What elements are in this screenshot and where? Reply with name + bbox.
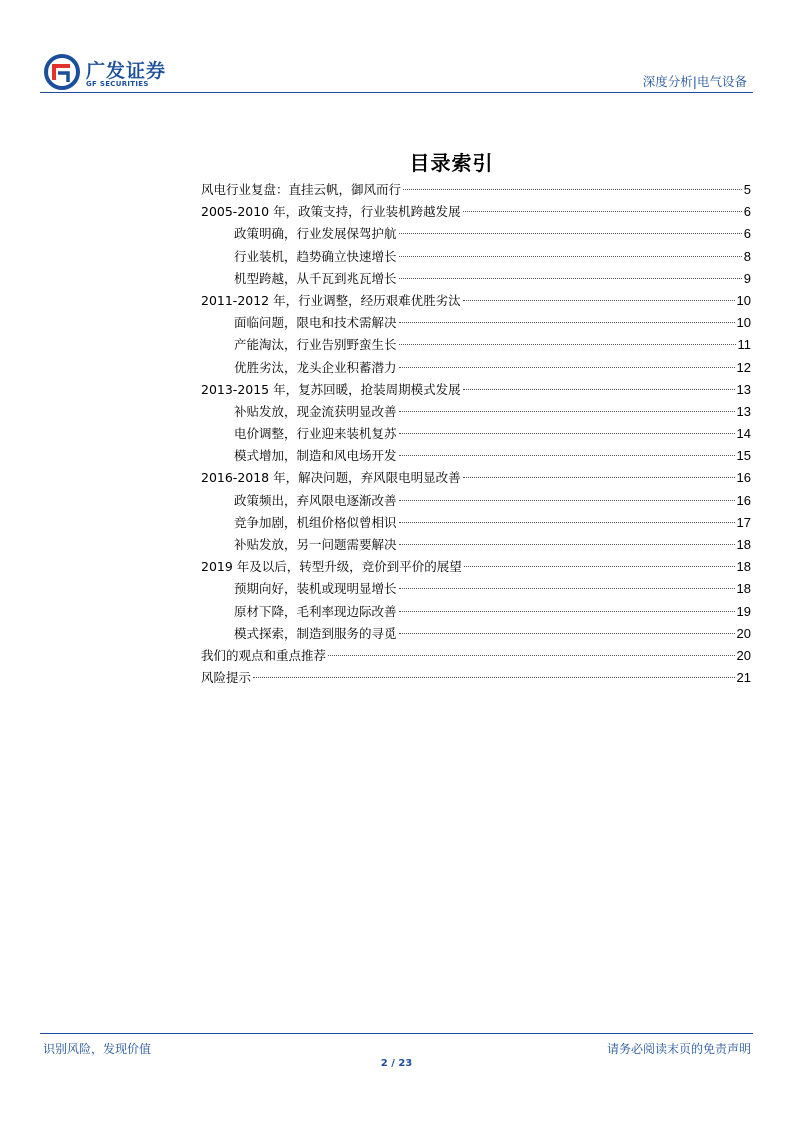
toc-entry-page: 12	[736, 359, 751, 375]
toc-entry[interactable]	[201, 401, 751, 423]
toc-entry[interactable]	[201, 423, 751, 445]
toc-entry[interactable]	[201, 467, 751, 489]
toc-leader-dots	[328, 655, 735, 656]
toc-leader-dots	[463, 477, 735, 478]
toc-entry-page: 18	[736, 537, 751, 552]
toc-entry-label: 2013-2015 年，复苏回暖，抢装周期模式发展	[201, 381, 461, 397]
toc-entry-page: 17	[736, 514, 751, 530]
toc-entry-page: 10	[736, 292, 751, 308]
toc-entry[interactable]	[201, 534, 751, 556]
toc-entry-label: 我们的观点和重点推荐	[201, 647, 327, 663]
toc-leader-dots	[399, 344, 736, 345]
toc-leader-dots	[399, 544, 735, 545]
toc-leader-dots	[399, 256, 742, 257]
toc-entry-label: 预期向好，装机或现明显增长	[234, 581, 397, 597]
toc-entry-label: 风电行业复盘：直挂云帆，御风而行	[201, 182, 402, 197]
toc-entry-page: 13	[736, 403, 751, 419]
toc-leader-dots	[463, 300, 735, 301]
toc-entry-page: 5	[743, 182, 751, 197]
toc-entry-page: 14	[736, 426, 751, 442]
gf-securities-logo-icon	[44, 54, 80, 90]
toc-entry-label: 行业装机，趋势确立快速增长	[234, 248, 397, 264]
toc-entry-page: 16	[736, 492, 751, 508]
toc-entry[interactable]	[201, 246, 751, 268]
toc-entry-label: 政策频出，弃风限电逐渐改善	[234, 492, 397, 508]
toc-leader-dots	[399, 367, 735, 368]
footer-divider	[40, 1033, 753, 1034]
toc-entry[interactable]	[201, 445, 751, 467]
toc-entry-page: 11	[737, 337, 751, 353]
toc-entry[interactable]	[201, 223, 751, 245]
page-header	[40, 48, 753, 92]
toc-entry-label: 2011-2012 年，行业调整，经历艰难优胜劣汰	[201, 292, 461, 308]
toc-entry-label: 模式增加，制造和风电场开发	[234, 448, 397, 464]
toc-entry[interactable]	[201, 512, 751, 534]
toc-entry-label: 面临问题，限电和技术需解决	[234, 315, 397, 331]
toc-entry-label: 优胜劣汰，龙头企业积蓄潜力	[234, 359, 397, 375]
toc-entry-label: 2019 年及以后，转型升级，竞价到平价的展望	[201, 559, 462, 575]
toc-leader-dots	[399, 455, 735, 456]
toc-entry[interactable]	[201, 179, 751, 201]
footer-slogan: 识别风险，发现价值	[43, 1042, 152, 1056]
toc-leader-dots	[463, 389, 735, 390]
toc-leader-dots	[399, 278, 742, 279]
toc-leader-dots	[399, 233, 742, 234]
toc-leader-dots	[399, 588, 735, 589]
toc-entry[interactable]	[201, 334, 751, 356]
toc-entry-label: 政策明确，行业发展保驾护航	[234, 226, 397, 242]
toc-entry-label: 电价调整，行业迎来装机复苏	[234, 426, 397, 442]
toc-entry-label: 补贴发放，现金流获明显改善	[234, 403, 397, 419]
toc-entry-page: 19	[736, 603, 751, 619]
brand-name-en: GF SECURITIES	[86, 80, 149, 88]
toc-entry-page: 16	[736, 470, 751, 486]
toc-entry[interactable]	[201, 290, 751, 312]
toc-entry[interactable]	[201, 578, 751, 600]
toc-entry-page: 20	[736, 647, 751, 663]
toc-leader-dots	[403, 189, 742, 190]
toc-entry-label: 风险提示	[201, 670, 252, 686]
toc-entry-label: 原材下降，毛利率现边际改善	[234, 603, 397, 619]
toc-entry-page: 21	[736, 670, 751, 686]
toc-leader-dots	[399, 633, 735, 634]
toc-leader-dots	[464, 566, 735, 567]
toc-leader-dots	[399, 433, 735, 434]
toc-entry-page: 9	[743, 270, 751, 286]
toc-leader-dots	[399, 522, 735, 523]
toc-entry-label: 模式探索，制造到服务的寻觅	[234, 625, 397, 641]
toc-leader-dots	[399, 322, 735, 323]
toc-entry[interactable]	[201, 667, 751, 689]
toc-entry[interactable]	[201, 357, 751, 379]
toc-entry-page: 8	[743, 248, 751, 264]
toc-leader-dots	[399, 411, 735, 412]
toc-entry-label: 竞争加剧，机组价格似曾相识	[234, 514, 397, 530]
toc-entry-label: 2016-2018 年，解决问题，弃风限电明显改善	[201, 470, 461, 486]
toc-entry-label: 产能淘汰，行业告别野蛮生长	[234, 337, 397, 353]
toc-entry[interactable]	[201, 556, 751, 578]
footer-disclaimer: 请务必阅读末页的免责声明	[606, 1042, 751, 1056]
toc-entry-page: 10	[736, 315, 751, 331]
toc-entry[interactable]	[201, 268, 751, 290]
toc-leader-dots	[399, 500, 735, 501]
toc-entry[interactable]	[201, 312, 751, 334]
toc-entry[interactable]	[201, 490, 751, 512]
toc-entry-page: 6	[743, 204, 751, 220]
toc-entry-page: 20	[736, 625, 751, 641]
toc-entry[interactable]	[201, 623, 751, 645]
header-divider	[40, 92, 753, 93]
toc-entry-page: 15	[736, 448, 751, 464]
toc-entry[interactable]	[201, 601, 751, 623]
report-section: 深度分析|电气设备	[642, 74, 747, 89]
toc-leader-dots	[463, 211, 742, 212]
toc-leader-dots	[399, 611, 735, 612]
toc-entry-page: 18	[736, 559, 751, 575]
toc-title: 目录索引	[409, 151, 494, 175]
toc-entry-label: 2005-2010 年，政策支持，行业装机跨越发展	[201, 204, 461, 220]
table-of-contents	[201, 179, 751, 689]
toc-entry[interactable]	[201, 645, 751, 667]
toc-entry-page: 13	[736, 381, 751, 397]
toc-entry-label: 补贴发放，另一问题需要解决	[234, 537, 397, 552]
page-number: 2 / 23	[380, 1058, 413, 1069]
toc-entry-page: 6	[743, 226, 751, 242]
brand-name-cn: 广发证券	[86, 60, 167, 82]
toc-leader-dots	[253, 677, 735, 678]
toc-entry[interactable]	[201, 379, 751, 401]
toc-entry-page: 18	[736, 581, 751, 597]
toc-entry[interactable]	[201, 201, 751, 223]
toc-entry-label: 机型跨越，从千瓦到兆瓦增长	[234, 270, 397, 286]
